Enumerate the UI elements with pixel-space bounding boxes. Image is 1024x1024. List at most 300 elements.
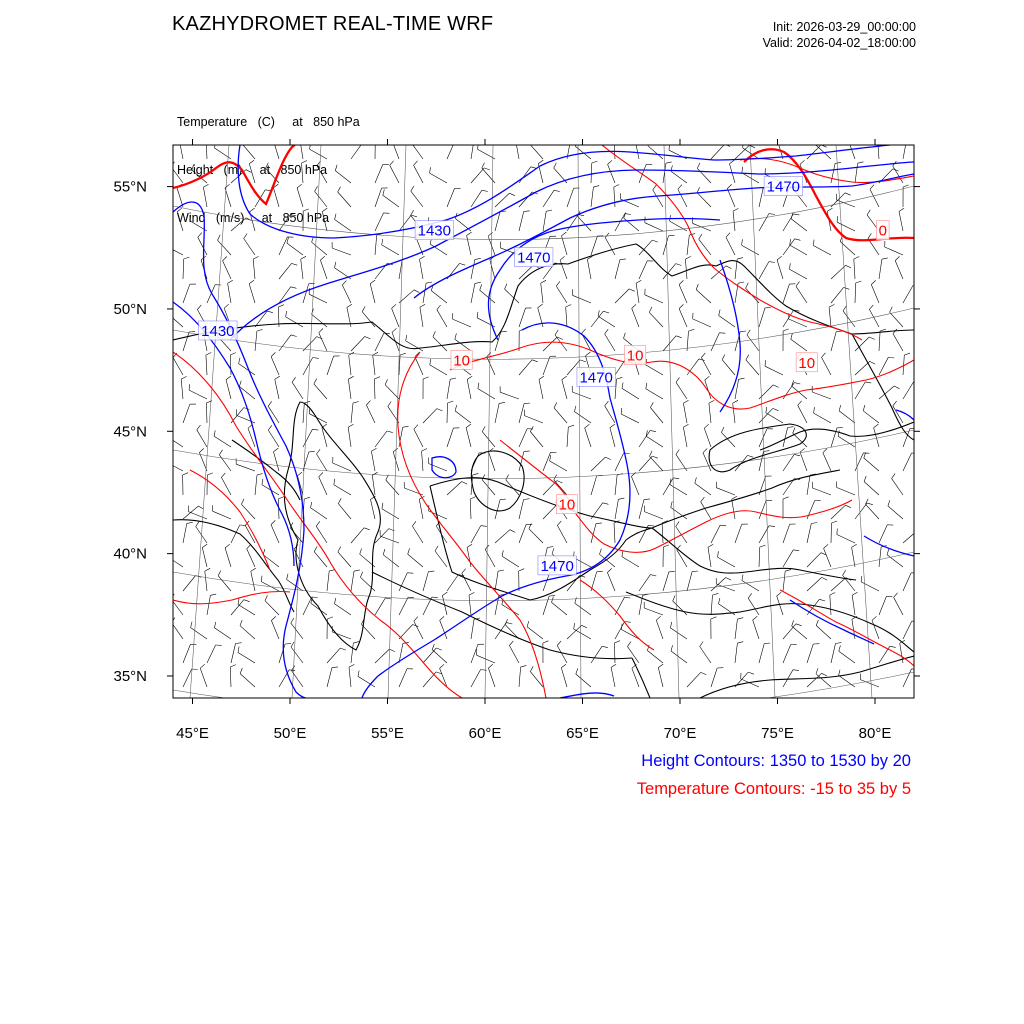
wind-barb-feather — [739, 378, 745, 379]
wind-barb — [831, 505, 845, 519]
wind-barb — [191, 628, 207, 639]
wind-barb-feather — [621, 624, 622, 630]
wind-barb-feather — [904, 353, 910, 355]
wind-barb — [735, 259, 737, 279]
wind-barb — [573, 295, 592, 303]
wind-barb — [206, 355, 207, 375]
wind-barb — [562, 236, 568, 255]
wind-barb — [621, 414, 639, 423]
wind-barb — [719, 316, 735, 328]
wind-barb-feather — [207, 473, 213, 475]
wind-barb — [488, 668, 495, 687]
wind-barb-feather — [670, 622, 671, 628]
wind-barb — [253, 259, 255, 279]
wind-barb-feather — [373, 352, 378, 355]
wind-barb — [181, 379, 183, 399]
wind-barb — [658, 668, 663, 687]
wind-barb — [455, 339, 471, 351]
wind-barb — [218, 576, 231, 591]
wind-barb — [230, 355, 231, 375]
wind-barb-feather — [437, 305, 441, 310]
wind-barb-feather — [437, 409, 443, 411]
wind-barb — [168, 314, 183, 327]
wind-barb-feather — [467, 232, 472, 235]
aral-sea-coast — [471, 451, 524, 511]
wind-barb — [903, 453, 912, 471]
wind-barb — [783, 645, 791, 664]
wind-barb — [783, 550, 793, 567]
wind-barb — [495, 500, 500, 519]
wind-barb — [447, 379, 450, 399]
wind-barb — [561, 668, 567, 687]
wind-barb-feather — [726, 266, 731, 269]
wind-barb-feather — [603, 503, 609, 505]
wind-barb-feather — [502, 550, 503, 556]
wind-barb-feather — [783, 329, 789, 331]
wind-barb-feather — [382, 503, 383, 509]
wind-barb-feather — [673, 478, 679, 479]
wind-barb-feather — [467, 544, 472, 547]
wind-barb — [279, 335, 291, 351]
wind-barb — [855, 163, 858, 183]
temperature-contour — [780, 590, 914, 666]
wind-barb — [685, 259, 687, 279]
wind-barb — [322, 428, 327, 447]
wind-barb — [228, 283, 231, 303]
wind-barb — [240, 626, 255, 639]
wind-barb-feather — [462, 482, 467, 485]
wind-barb — [166, 436, 183, 447]
wind-barb — [519, 167, 531, 183]
wind-barb-feather — [861, 576, 862, 582]
lon-tick-label: 80°E — [858, 725, 892, 742]
wind-barb — [303, 403, 304, 423]
wind-barb — [864, 458, 879, 471]
wind-barb-feather — [676, 377, 680, 382]
wind-barb-feather — [505, 284, 507, 290]
wind-barb-feather — [329, 570, 335, 572]
wind-barb-feather — [887, 549, 889, 555]
wind-barb-feather — [314, 379, 317, 384]
wind-barb-feather — [311, 502, 312, 508]
wind-barb-feather — [836, 331, 842, 332]
wind-barb — [711, 578, 726, 592]
wind-barb-feather — [605, 457, 610, 460]
wind-barb-feather — [671, 502, 673, 508]
wind-barb-feather — [291, 618, 294, 623]
wind-barb — [679, 309, 687, 327]
wind-barb-feather — [257, 329, 263, 331]
wind-barb-feather — [482, 426, 485, 431]
wind-barb-feather — [870, 185, 874, 190]
wind-barb-feather — [652, 456, 658, 458]
wind-barb-feather — [519, 569, 525, 571]
wind-barb-feather — [671, 645, 673, 651]
wind-barb — [824, 548, 831, 567]
wind-barb — [447, 189, 455, 208]
wind-barb — [471, 139, 474, 159]
wind-barb-feather — [524, 499, 530, 500]
wind-barb — [309, 414, 327, 423]
wind-barb — [733, 403, 735, 423]
wind-barb-feather — [505, 619, 508, 624]
wind-barb-feather — [240, 668, 242, 674]
wind-barb-feather — [257, 474, 263, 476]
wind-barb — [639, 164, 646, 183]
wind-barb-feather — [249, 280, 254, 284]
wind-barb-feather — [550, 455, 551, 461]
height-contour-label: 1430 — [201, 322, 235, 340]
wind-barb-feather — [696, 284, 698, 290]
wind-barb-feather — [796, 281, 800, 286]
wind-barb-feather — [800, 448, 805, 452]
wind-barb — [543, 452, 551, 471]
wind-barb-feather — [374, 377, 380, 379]
wind-barb — [622, 388, 639, 399]
meridian-line — [664, 145, 679, 698]
wind-barb-feather — [278, 497, 284, 499]
wind-barb — [727, 189, 735, 207]
wind-barb-feather — [708, 544, 713, 547]
wind-barb — [375, 333, 384, 351]
wind-barb-feather — [530, 139, 533, 144]
wind-barb — [423, 572, 428, 591]
wind-barb — [392, 308, 399, 327]
wind-barb — [567, 427, 568, 447]
wind-barb — [591, 163, 592, 183]
wind-barb — [635, 139, 639, 159]
wind-barb-feather — [874, 424, 879, 428]
wind-barb-feather — [338, 187, 341, 192]
wind-barb-feather — [202, 544, 207, 548]
wind-barb-feather — [798, 401, 802, 406]
wind-barb-feather — [839, 670, 840, 676]
wind-barb — [903, 382, 914, 399]
wind-barb — [335, 220, 351, 232]
wind-barb-feather — [521, 665, 527, 667]
wind-barb — [607, 573, 615, 592]
wind-barb — [447, 403, 448, 423]
wind-barb — [183, 576, 196, 592]
wind-barb — [437, 310, 447, 327]
wind-barb-feather — [242, 139, 245, 144]
wind-barb — [807, 599, 819, 615]
wind-barb-feather — [290, 215, 296, 216]
wind-barb-feather — [635, 136, 640, 139]
wind-barb-feather — [214, 622, 215, 628]
wind-barb — [709, 403, 711, 423]
wind-barb-feather — [543, 641, 549, 643]
wind-barb — [430, 365, 447, 375]
wind-barb — [303, 284, 309, 303]
wind-barb — [351, 643, 353, 663]
wind-barb-feather — [814, 407, 815, 413]
wind-barb — [238, 653, 255, 664]
wind-barb — [471, 283, 475, 303]
wind-barb-feather — [575, 141, 577, 147]
wind-barb — [327, 668, 332, 687]
wind-barb — [543, 596, 549, 615]
wind-barb-feather — [509, 193, 515, 196]
wind-barb — [237, 415, 256, 423]
wind-barb-feather — [869, 305, 873, 310]
wind-barb — [632, 308, 639, 327]
wind-barb-feather — [829, 304, 834, 307]
wind-barb-feather — [697, 187, 700, 193]
wind-barb-feather — [864, 476, 866, 482]
wind-barb — [746, 360, 759, 375]
wind-barb-feather — [470, 497, 476, 499]
wind-barb-feather — [200, 664, 205, 668]
wind-barb — [466, 428, 471, 447]
wind-barb — [430, 244, 447, 255]
wind-barb-feather — [813, 240, 814, 246]
wind-barb — [478, 149, 496, 159]
wind-barb-feather — [554, 163, 557, 168]
wind-barb — [814, 413, 831, 423]
wind-barb-feather — [769, 214, 775, 215]
wind-barb — [213, 511, 231, 519]
wind-barb — [495, 571, 498, 591]
wind-barb — [575, 412, 592, 423]
wind-barb-feather — [411, 138, 414, 143]
wind-barb — [701, 358, 711, 376]
wind-barb-feather — [266, 163, 269, 168]
wind-barb-feather — [389, 649, 395, 652]
wind-barb-feather — [420, 304, 425, 307]
wind-barb — [614, 187, 615, 207]
wind-barb — [271, 621, 279, 640]
wind-barb — [312, 314, 327, 327]
wind-barb — [225, 548, 231, 567]
wind-barb-feather — [375, 137, 381, 139]
wind-barb-feather — [313, 358, 319, 359]
wind-barb — [467, 379, 471, 399]
meridian-line — [388, 145, 406, 698]
wind-barb-feather — [852, 592, 857, 595]
meridian-line — [836, 145, 872, 698]
wind-barb-feather — [165, 456, 166, 462]
wind-barb-feather — [192, 164, 194, 170]
wind-barb-feather — [388, 402, 391, 407]
wind-barb-feather — [679, 304, 683, 308]
wind-barb-feather — [656, 616, 661, 620]
wind-barb-feather — [268, 425, 272, 430]
wind-barb — [327, 356, 334, 375]
wind-barb-feather — [267, 311, 273, 313]
height-contour — [896, 410, 914, 420]
wind-barb-feather — [477, 312, 478, 318]
wind-barb-feather — [747, 330, 750, 335]
wind-barb-feather — [251, 568, 256, 571]
wind-barb-feather — [888, 357, 894, 358]
wind-barb-feather — [506, 623, 512, 624]
height-contour-label: 1470 — [540, 557, 574, 575]
wind-barb-feather — [880, 329, 886, 331]
wind-barb-feather — [460, 263, 466, 265]
wind-barb-feather — [858, 162, 864, 163]
wind-barb-feather — [335, 262, 336, 268]
wind-barb-feather — [701, 672, 707, 674]
wind-barb — [177, 188, 183, 207]
wind-barb-feather — [481, 670, 487, 671]
wind-barb-feather — [788, 427, 794, 428]
wind-barb — [287, 243, 303, 255]
wind-barb-feather — [769, 262, 775, 263]
field-temperature: Temperature (C) at 850 hPa — [177, 115, 360, 129]
wind-barb-feather — [791, 213, 793, 219]
wind-barb — [621, 630, 639, 640]
wind-barb — [422, 451, 423, 471]
wind-barb — [279, 263, 292, 279]
lon-tick-label: 75°E — [761, 725, 794, 742]
wind-barb-feather — [218, 235, 221, 240]
wind-barb — [759, 547, 760, 567]
wind-barb — [639, 575, 650, 591]
wind-barb — [701, 502, 711, 519]
wind-barb-feather — [455, 333, 457, 339]
wind-barb — [317, 454, 328, 471]
wind-barb-feather — [560, 256, 565, 260]
wind-barb — [903, 530, 918, 543]
wind-barb — [550, 461, 567, 471]
wind-barb — [300, 139, 303, 159]
wind-barb-feather — [236, 643, 242, 644]
wind-barb-feather — [246, 170, 251, 173]
wind-barb — [480, 290, 495, 303]
wind-barb — [373, 355, 375, 375]
wind-barb — [471, 259, 475, 279]
wind-barb-feather — [556, 281, 560, 286]
wind-barb — [807, 524, 811, 544]
wind-barb — [673, 601, 687, 615]
temperature-contour-label: 10 — [558, 496, 576, 514]
wind-barb — [735, 524, 742, 543]
wind-barb-feather — [552, 548, 554, 554]
wind-barb — [291, 647, 303, 663]
wind-barb-feather — [338, 547, 341, 552]
wind-barb-feather — [450, 378, 456, 379]
wind-barb — [198, 237, 207, 255]
wind-barb-feather — [621, 408, 622, 414]
wind-barb — [527, 627, 543, 639]
wind-barb — [831, 578, 846, 591]
wind-barb — [903, 286, 913, 303]
temperature-contour-0 — [173, 145, 295, 204]
wind-barb — [560, 260, 567, 279]
wind-barb — [605, 238, 615, 255]
wind-barb — [322, 212, 327, 231]
wind-barb — [663, 572, 669, 591]
wind-barb-feather — [628, 642, 631, 647]
wind-barb-feather — [697, 163, 700, 168]
wind-barb — [650, 408, 663, 424]
wind-barb-feather — [244, 600, 250, 602]
wind-barb-feather — [888, 500, 890, 506]
wind-barb — [312, 242, 327, 255]
wind-barb — [903, 621, 912, 639]
wind-barb-feather — [206, 137, 211, 139]
wind-barb-feather — [408, 597, 414, 598]
wind-barb-feather — [722, 355, 725, 360]
wind-barb — [557, 525, 567, 543]
wind-barb — [670, 485, 687, 495]
wind-barb — [519, 429, 527, 447]
wind-barb — [687, 672, 701, 687]
wind-barb — [236, 464, 255, 471]
wind-barb — [231, 644, 236, 664]
wind-barb — [375, 235, 377, 255]
wind-barb — [861, 582, 879, 591]
wind-barb-feather — [335, 214, 336, 220]
wind-barb — [615, 475, 617, 495]
wind-barb — [646, 389, 663, 399]
wind-barb-feather — [462, 569, 466, 574]
wind-barb-feather — [614, 641, 620, 643]
wind-barb-feather — [190, 215, 191, 221]
wind-barb — [223, 261, 231, 279]
wind-barb-feather — [392, 304, 396, 308]
wind-barb — [539, 379, 543, 399]
wind-barb-feather — [527, 621, 529, 627]
wind-barb-feather — [206, 353, 211, 356]
wind-barb — [893, 334, 903, 351]
wind-barb-feather — [832, 521, 838, 523]
wind-barb-feather — [653, 185, 657, 190]
wind-barb — [399, 597, 408, 615]
wind-barb-feather — [414, 425, 418, 430]
wind-barb-feather — [546, 210, 552, 211]
wind-barb — [687, 359, 699, 375]
wind-barb-feather — [800, 160, 805, 164]
wind-barb — [732, 499, 735, 519]
wind-barb — [591, 457, 605, 471]
wind-barb-feather — [510, 530, 515, 533]
wind-barb-feather — [498, 570, 504, 571]
wind-barb-feather — [839, 405, 841, 411]
wind-barb — [370, 284, 375, 303]
wind-barb — [183, 404, 190, 423]
wind-barb-feather — [500, 499, 506, 500]
wind-barb — [575, 603, 591, 615]
kazakhstan-uzbekistan-border — [430, 478, 652, 528]
wind-barb — [238, 605, 255, 616]
wind-barb-feather — [605, 329, 609, 334]
wind-barb-feather — [718, 551, 719, 557]
wind-barb-feather — [575, 597, 577, 603]
wind-barb-feather — [309, 451, 315, 452]
wind-barb-feather — [816, 668, 818, 674]
wind-barb — [291, 623, 303, 639]
wind-barb-feather — [614, 185, 619, 188]
wind-barb — [696, 290, 711, 303]
wind-barb-feather — [435, 546, 438, 551]
wind-barb — [471, 168, 484, 183]
map-area — [165, 136, 923, 717]
wind-barb — [639, 430, 650, 447]
wind-barb-feather — [205, 568, 210, 571]
wind-barb-feather — [899, 208, 904, 211]
wind-barb — [183, 523, 187, 543]
wind-barb — [338, 504, 351, 519]
wind-barb-feather — [436, 648, 442, 650]
lon-tick-label: 70°E — [663, 725, 697, 742]
wind-barb — [519, 192, 532, 207]
wind-barb-feather — [230, 353, 236, 355]
wind-barb-feather — [423, 377, 429, 379]
wind-barb-feather — [187, 522, 193, 523]
wind-barb — [645, 295, 663, 303]
